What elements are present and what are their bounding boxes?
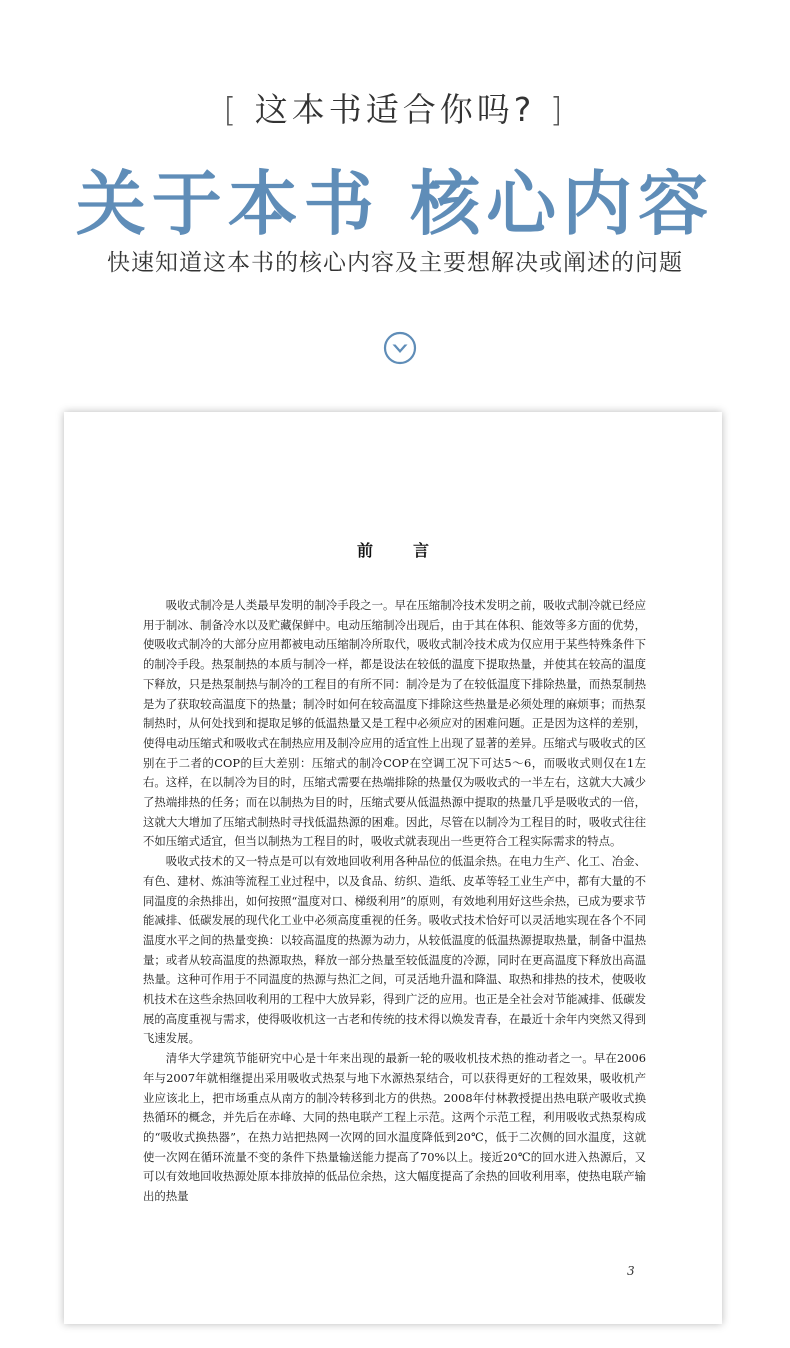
section-description: 快速知道这本书的核心内容及主要想解决或阐述的问题 [107,250,683,276]
page-number: 3 [627,1264,635,1278]
chevron-down-circle-icon [383,331,417,365]
preface-body [143,596,646,1207]
section-subtitle [0,84,790,131]
bracket-left: [ [223,90,241,129]
section-title: 关于本书 核心内容 [75,162,715,245]
bracket-right: ] [549,90,567,129]
paragraph: 清华大学建筑节能研究中心是十年来出现的最新一轮的吸收机技术热的推动者之一。早在2006年与2007年就相继提出采用吸收式热泵与地下水源热泵结合，可以获得更好的工程效果，吸收机产业应该北上，把市场重点从南方的制冷转移到北方的供热。2008年付林教授提出热电联产吸收式换热循环的概念，并先后在赤峰、大同的热电联产工程上示范。这两个示范工程，利用吸收式热泵构成的“吸收式换热器”，在热力站把热网一次网的回水温度降低到20℃，低于二次侧的回水温度，这就使一次网在循环流量不变的条件下热量输送能力提高了70%以上。接近20℃的回水进入热源后，又可以有效地回收热源处原本排放掉的低品位余热，这大幅度提高了余热的回收利用率，使热电联产输出的热量 [143,1051,646,1204]
paragraph: 吸收式制冷是人类最早发明的制冷手段之一。早在压缩制冷技术发明之前，吸收式制冷就已经应用于制冰、制备冷水以及贮藏保鲜中。电动压缩制冷出现后，由于其在体积、能效等多方面的优势，使吸收式制冷的大部分应用都被电动压缩制冷所取代，吸收式制冷技术成为仅应用于某些特殊条件下的制冷手段。热泵制热的本质与制冷一样，都是设法在较低的温度下提取热量，并使其在较高的温度下释放，只是热泵制热与制冷的工程目的有所不同：制冷是为了在较低温度下排除热量，而热泵制热是为了获取较高温度下的热量；制冷时如何在较高温度下排除这些热量是必须处理的麻烦事；而热泵制热时，从何处找到和提取足够的低温热量又是工程中必须应对的困难问题。正是因为这样的差别，使得电动压缩式和吸收式在制热应用及制冷应用的适宜性上出现了显著的差异。压缩式与吸收式的区别在于二者的COP的巨大差别：压缩式的制冷COP在空调工况下可达5～6，而吸收式则仅在1左右。这样，在以制冷为目的时，压缩式需要在热端排除的热量仅为吸收式的一半左右，这就大大减少了热端排热的任务；而在以制热为目的时，压缩式要从低温热源中提取的热量几乎是吸收式的一倍，这就大大增加了压缩式制热时寻找低温热源的困难。因此，尽管在以制冷为工程目的时，吸收式往往不如压缩式适宜，但当以制热为工程目的时，吸收式就表现出一些更符合工程实际需求的特点。 [143,598,646,849]
question-text: 这本书适合你吗? [254,90,536,129]
book-page-preview [64,412,722,1324]
page-heading: 前言 [356,541,469,560]
paragraph: 吸收式技术的又一特点是可以有效地回收利用各种品位的低温余热。在电力生产、化工、冶金、有色、建材、炼油等流程工业过程中，以及食品、纺织、造纸、皮革等轻工业生产中，都有大量的不同温度的余热排出，如何按照“温度对口、梯级利用”的原则，有效地利用好这些余热，已成为要求节能减排、低碳发展的现代化工业中必须高度重视的任务。吸收式技术恰好可以灵活地实现在各个不同温度水平之间的热量变换：以较高温度的热源为动力，从较低温度的低温热源提取热量，制备中温热量；或者从较高温度的热源取热，释放一部分热量至较低温度的冷源，同时在更高温度下释放出高温热量。这种可作用于不同温度的热源与热汇之间，可灵活地升温和降温、取热和排热的技术，使吸收机技术在这些余热回收利用的工程中大放异彩，得到广泛的应用。也正是全社会对节能减排、低碳发展的高度重视与需求，使得吸收机这一古老和传统的技术得以焕发青春，在最近十余年内突然又得到飞速发展。 [143,854,646,1046]
